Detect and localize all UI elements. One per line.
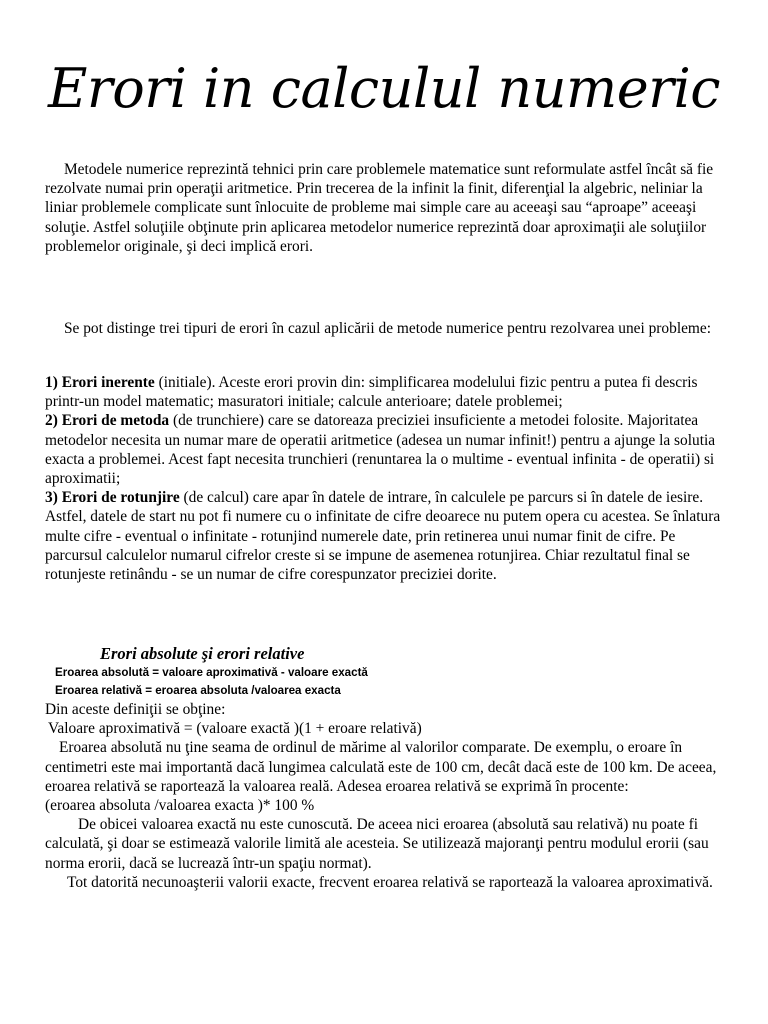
- error-type-description: (de trunchiere) care se datoreaza preciziei insuficiente a metodei folosite. Majoritatea metodelor necesita un numar mare de operatii aritmetice (adesea un numar infinit!) pentru a ajunge la solutia exacta a problemei. Acest fapt necesita trunchieri (renuntarea la o multime - eventual infinita - de operatii) si aproximatii;: [45, 412, 716, 488]
- body-paragraph: Tot datorită necunoaşterii valorii exacte, frecvent eroarea relativă se raportează la valoarea aproximativă.: [67, 873, 713, 891]
- section-body: [45, 700, 725, 892]
- error-type-name: Erori de rotunjire: [61, 489, 180, 507]
- error-type-item: [45, 411, 725, 488]
- error-type-item: [45, 373, 725, 411]
- page-title: Erori in calculul numeric: [48, 57, 720, 120]
- definition-relative-error: Eroarea relativă = eroarea absoluta /valoarea exacta: [55, 684, 341, 697]
- error-type-description: (de calcul) care apar în datele de intrare, în calculele pe parcurs si în datele de iesire. Astfel, datele de start nu pot fi numere cu o infinitate de cifre deoarece nu putem opera cu acestea. Se înlatura multe cifre - eventual o infinitate - rotunjind numerele date, prin retinerea unui numar finit de cifre. Pe parcursul calculelor numarul cifrelor creste si se impune de asemenea rotunjirea. Chiar rezultatul final se rotunjeste retinându - se un numar de cifre corespunzator preciziei dorite.: [45, 489, 721, 584]
- section-heading: Erori absolute şi erori relative: [100, 644, 305, 663]
- error-type-name: Erori de metoda: [61, 412, 170, 430]
- error-type-name: Erori inerente: [61, 374, 155, 391]
- body-line: Din aceste definiţii se obţine:: [45, 701, 226, 718]
- error-type-item: [45, 488, 725, 584]
- error-type-number: 1): [45, 374, 58, 391]
- body-paragraph: Eroarea absolută nu ţine seama de ordinul de mărime al valorilor comparate. De exemplu, o eroare în centimetri este mai importantă dacă lungimea calculată este de 100 cm, decât dacă este de 100 km. De aceea, eroarea relativă se raportează la valoarea reală. Adesea eroarea relativă se exprimă în procente:: [45, 739, 717, 795]
- error-type-number: 2): [45, 412, 58, 430]
- definition-absolute-error: Eroarea absolută = valoare aproximativă - valoare exactă: [55, 666, 368, 679]
- error-type-number: 3): [45, 489, 58, 507]
- error-types-intro: Se pot distinge trei tipuri de erori în cazul aplicării de metode numerice pentru rezolvarea unei probleme:: [64, 320, 712, 337]
- formula-line: (eroarea absoluta /valoarea exacta )* 100 %: [45, 797, 315, 815]
- intro-paragraph: Metodele numerice reprezintă tehnici prin care problemele matematice sunt reformulate astfel încât să fie rezolvate numai prin operaţii aritmetice. Prin trecerea de la infinit la finit, diferenţial la algebric, neliniar la liniar problemele complicate sunt înlocuite de probleme mai simple care au aceeaşi sau “aproape” aceeaşi soluţie. Astfel soluţiile obţinute prin aplicarea metodelor numerice reprezintă doar aproximaţii ale soluţiilor problemelor originale, şi deci implică erori.: [45, 161, 714, 255]
- error-types-list: [45, 373, 725, 584]
- body-paragraph: De obicei valoarea exactă nu este cunoscută. De aceea nici eroarea (absolută sau relativă) nu poate fi calculată, şi doar se estimează valorile limită ale acesteia. Se utilizează majoranţi pentru modulul erorii (sau norma erorii, dacă se lucrează într-un spaţiu normat).: [45, 816, 709, 872]
- formula-line: Valoare aproximativă = (valoare exactă )(1 + eroare relativă): [48, 720, 422, 738]
- error-type-description: (initiale). Aceste erori provin din: simplificarea modelului fizic pentru a putea fi descris printr-un model matematic; masuratori initiale; calcule anterioare; datele problemei;: [45, 374, 698, 411]
